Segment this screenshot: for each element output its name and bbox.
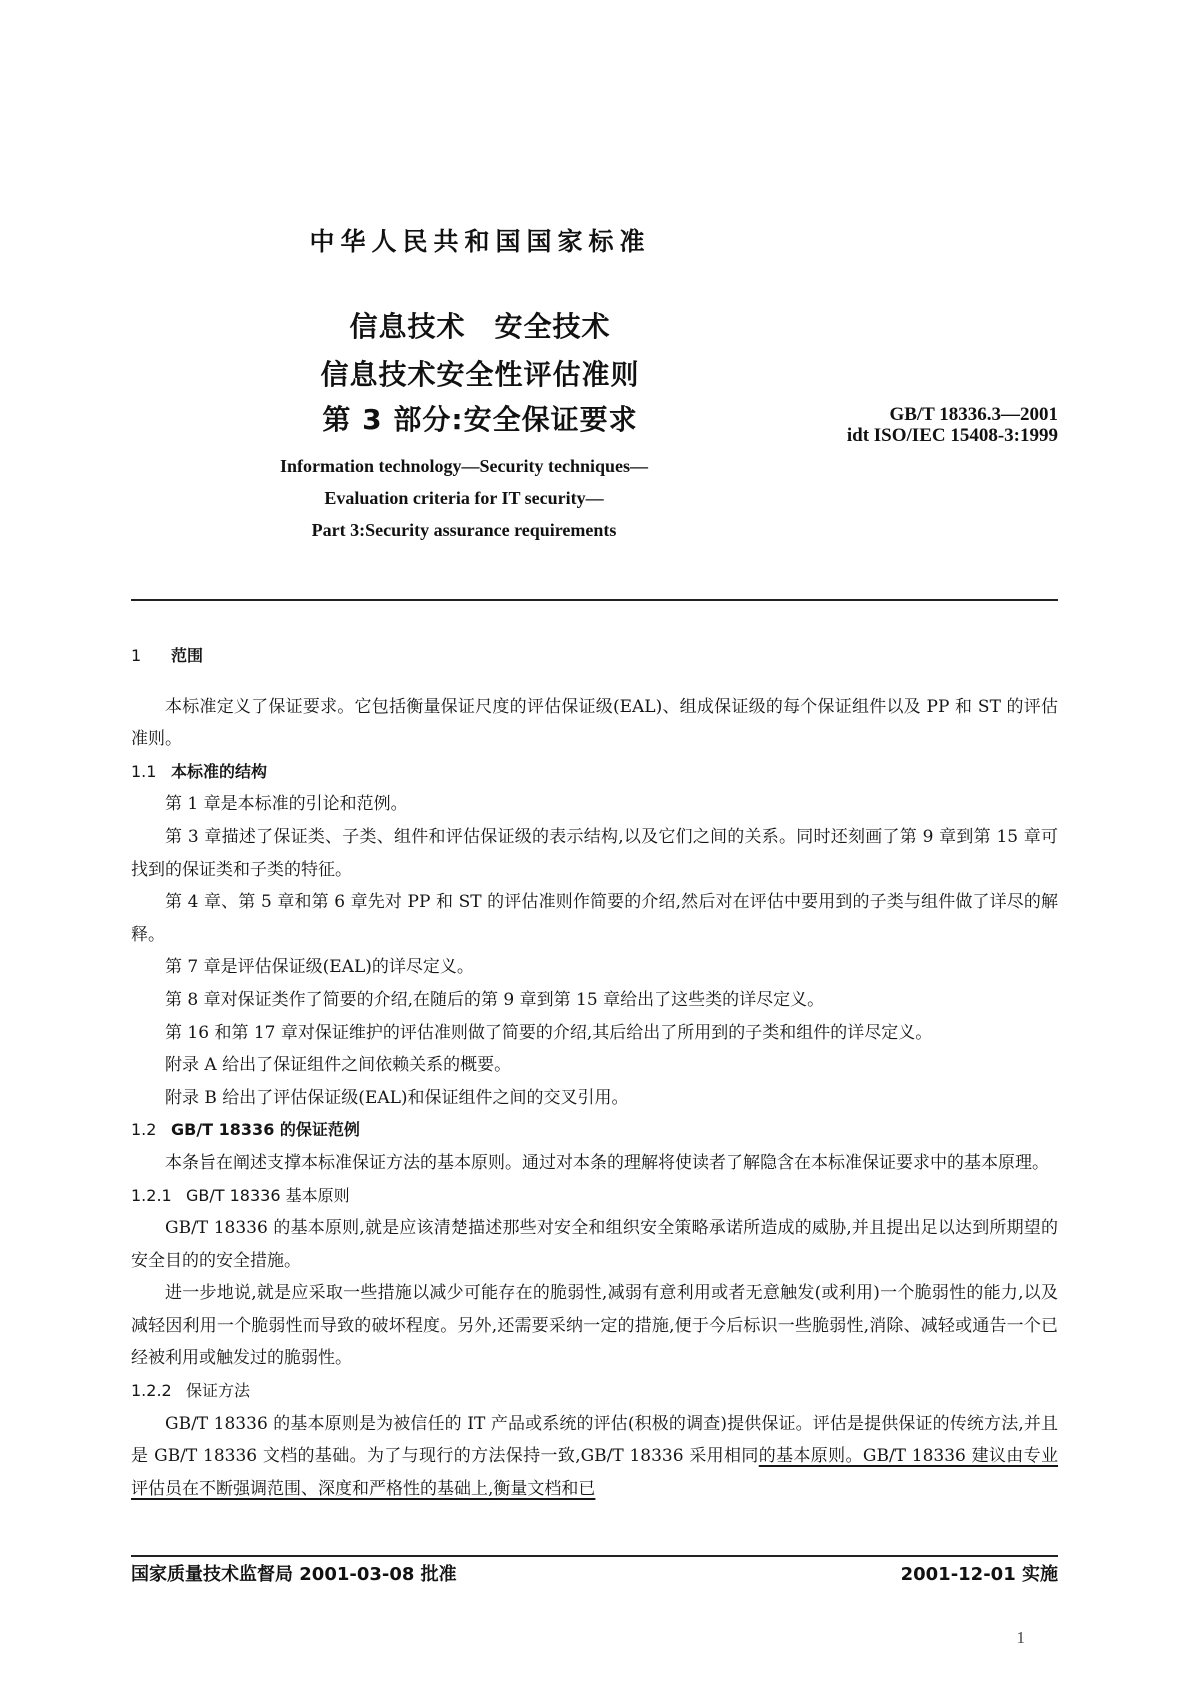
section-title: 保证方法 [186,1381,251,1401]
implementation-date: 2001-12-01 实施 [900,1564,1058,1585]
paragraph: 第 1 章是本标准的引论和范例。 [165,794,408,815]
paragraph: 附录 B 给出了评估保证级(EAL)和保证组件之间的交叉引用。 [165,1087,629,1108]
document-body [131,640,1058,1505]
section-number: 1 [131,646,142,665]
section-title: 本标准的结构 [171,761,268,781]
paragraph: GB/T 18336 的基本原则,就是应该清楚描述那些对安全和组织安全策略承诺所造成的威胁,并且提出足以达到所期望的安全目的的安全措施。 [131,1218,1058,1271]
paragraph: 第 3 章描述了保证类、子类、组件和评估保证级的表示结构,以及它们之间的关系。同时还刻画了第 9 章到第 15 章可找到的保证类和子类的特征。 [131,826,1058,880]
title-cn-line-1: 信息技术 安全技术 [349,310,611,343]
national-standard-heading: 中华人民共和国国家标准 [309,227,651,256]
section-1-2-heading [131,1114,1058,1147]
paragraph: 第 4 章、第 5 章和第 6 章先对 PP 和 ST 的评估准则作简要的介绍,然后对在评估中要用到的子类与组件做了详尽的解释。 [131,892,1058,945]
title-en-line-3: Part 3:Security assurance requirements [311,520,617,540]
title-en-line-2: Evaluation criteria for IT security— [324,488,604,508]
section-number: 1.2 [131,1120,157,1140]
idt-reference: idt ISO/IEC 15408-3:1999 [846,425,1058,446]
section-1-1-heading [131,756,1058,789]
page-number: 1 [1016,1628,1025,1647]
paragraph: 第 16 和第 17 章对保证维护的评估准则做了简要的介绍,其后给出了所用到的子类和组件的详尽定义。 [165,1022,933,1043]
underlined-text: 的基本原则。GB/T 18336 建议由专业评估员在不断强调范围、深度和严格性的基础上,衡量文档和已 [131,1446,1059,1499]
header-divider [131,599,1058,601]
approval-date: 国家质量技术监督局 2001-03-08 批准 [131,1564,457,1585]
section-number: 1.1 [131,761,157,781]
paragraph: 附录 A 给出了保证组件之间依赖关系的概要。 [165,1055,512,1076]
footer-divider [131,1555,1058,1557]
section-1-2-1-heading [131,1180,1058,1213]
section-title: GB/T 18336 基本原则 [186,1185,350,1205]
section-title: 范围 [171,646,204,665]
title-cn-line-3: 第 3 部分:安全保证要求 [322,403,638,436]
paragraph: 本条旨在阐述支撑本标准保证方法的基本原则。通过对本条的理解将使读者了解隐含在本标准保证要求中的基本原理。 [165,1152,1049,1173]
paragraph: 第 7 章是评估保证级(EAL)的详尽定义。 [165,957,474,978]
title-cn-line-2: 信息技术安全性评估准则 [320,358,640,391]
paragraph: 本标准定义了保证要求。它包括衡量保证尺度的评估保证级(EAL)、组成保证级的每个保证组件以及 PP 和 ST 的评估准则。 [131,696,1058,750]
standard-code: GB/T 18336.3—2001 [889,404,1058,425]
paragraph [131,1408,1058,1506]
section-number: 1.2.2 [131,1381,172,1401]
section-number: 1.2.1 [131,1185,172,1205]
title-en-line-1: Information technology—Security techniques— [280,456,648,476]
paragraph: 第 8 章对保证类作了简要的介绍,在随后的第 9 章到第 15 章给出了这些类的详尽定义。 [165,989,825,1010]
paragraph: 进一步地说,就是应采取一些措施以减少可能存在的脆弱性,减弱有意利用或者无意触发(或利用)一个脆弱性的能力,以及减轻因利用一个脆弱性而导致的破坏程度。另外,还需要采纳一定的措施,便于今后标识一些脆弱性,消除、减轻或通告一个已经被利用或触发过的脆弱性。 [131,1283,1058,1369]
paragraph-text: GB/T 18336 的基本原则是为被信任的 IT 产品或系统的评估(积极的调查)提供保证。评估是提供保证的传统方法,并且是 GB/T 18336 文档的基础。为了与现行的方法保持一致,GB/T 18336 采用相同 [131,1413,1058,1467]
section-title: GB/T 18336 的保证范例 [171,1120,360,1140]
section-1-heading [131,640,1058,673]
section-1-2-2-heading [131,1375,1058,1408]
